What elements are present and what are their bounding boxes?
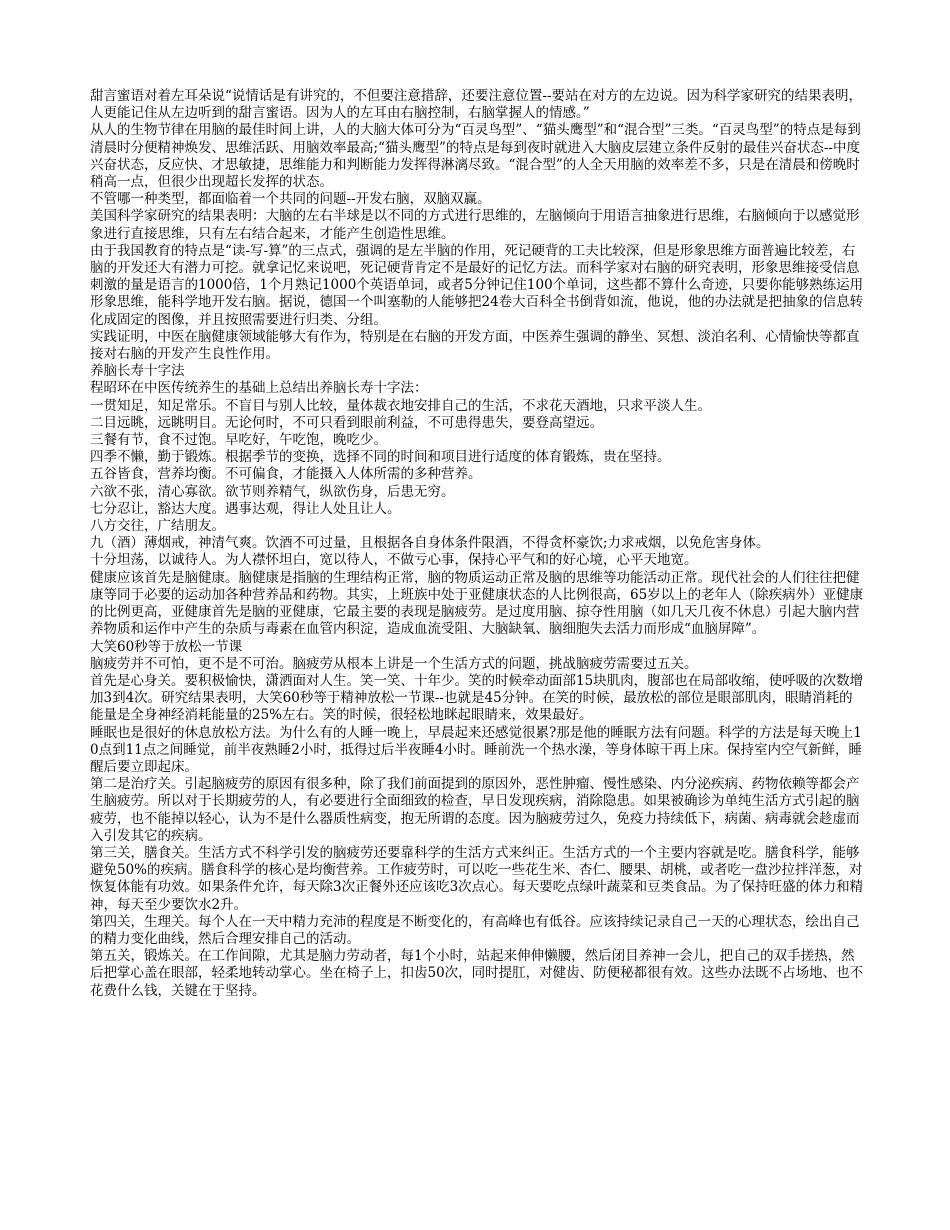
- paragraph: 第三关，膳食关。生活方式不科学引发的脑疲劳还要靠科学的生活方式来纠正。生活方式的一个主要内容就是吃。膳食科学，能够避免50%的疾病。膳食科学的核心是均衡营养。工作疲劳时，可以吃一些花生米、杏仁、腰果、胡桃，或者吃一盘沙拉拌洋葱，对恢复体能有功效。如果条件允许，每天除3次正餐外还应该吃3次点心。每天要吃点绿叶蔬菜和豆类食品。为了保持旺盛的体力和精神，每天至少要饮水2升。: [90, 844, 864, 913]
- paragraph: 美国科学家研究的结果表明：大脑的左右半球是以不同的方式进行思维的，左脑倾向于用语言抽象进行思维，右脑倾向于以感觉形象进行直接思维，只有左右结合起来，才能产生创造性思维。: [90, 208, 860, 242]
- list-item: 七分忍让，豁达大度。遇事达观，得让人处且让人。: [90, 500, 401, 517]
- list-item: 八方交往，广结朋友。: [90, 518, 225, 535]
- paragraph: 健康应该首先是脑健康。脑健康是指脑的生理结构正常，脑的物质运动正常及脑的思维等功能活动正常。现代社会的人们往往把健康等同于必要的运动加各种营养品和药物。其实，上班族中处于亚健康状态的人比例很高，65岁以上的老年人（除疾病外）亚健康的比例更高，亚健康首先是脑的亚健康，它最主要的表现是脑疲劳。是过度用脑、掠夺性用脑（如几天几夜不休息）引起大脑内营养物质和运作中产生的杂质与毒素在血管内积淀，造成血流受阻、大脑缺氧、脑细胞失去活力而形成“血脑屏障”。: [90, 569, 864, 638]
- paragraph: 程昭环在中医传统养生的基础上总结出养脑长寿十字法：: [90, 380, 428, 397]
- paragraph: 第二是治疗关。引起脑疲劳的原因有很多种，除了我们前面提到的原因外，恶性肿瘤、慢性感染、内分泌疾病、药物依赖等都会产生脑疲劳。所以对于长期疲劳的人，有必要进行全面细致的检查，早日发现疾病，消除隐患。如果被确诊为单纯生活方式引起的脑疲劳，也不能掉以轻心，认为不是什么器质性病变，抱无所谓的态度。因为脑疲劳过久，免疫力持续低下，病菌、病毒就会趁虚而入引发其它的疾病。: [90, 776, 860, 844]
- document-body: [90, 88, 865, 1000]
- list-item: 一贯知足，知足常乐。不盲目与别人比较，量体裁衣地安排自己的生活，不求花天酒地，只求平淡人生。: [90, 397, 711, 414]
- list-item: 三餐有节，食不过饱。早吃好，午吃饱，晚吃少。: [90, 432, 387, 449]
- paragraph: 甜言蜜语对着左耳朵说“说情话是有讲究的，不但要注意措辞，还要注意位置--要站在对方的左边说。因为科学家研究的结果表明，人更能记住从左边听到的甜言蜜语。因为人的左耳由右脑控制，右脑掌握人的情感。”: [90, 88, 863, 122]
- paragraph: 睡眠也是很好的休息放松方法。为什么有的人睡一晚上，早晨起来还感觉很累?那是他的睡眠方法有问题。科学的方法是每天晚上10点到11点之间睡觉，前半夜熟睡2小时，抵得过后半夜睡4小时。睡前洗一个热水澡，等身体晾干再上床。保持室内空气新鲜，睡醒后要立即起床。: [90, 724, 862, 775]
- paragraph: 首先是心身关。要积极愉快，潇洒面对人生。笑一笑、十年少。笑的时候牵动面部15块肌肉，腹部也在局部收缩，使呼吸的次数增加3到4次。研究结果表明，大笑60秒等于精神放松一节课--也就是45分钟。在笑的时候，最放松的部位是眼部肌肉，眼睛消耗的能量是全身神经消耗能量的25%左右。笑的时候，很轻松地眯起眼睛来，效果最好。: [90, 672, 864, 724]
- list-item: 十分坦荡，以诚待人。为人襟怀坦白，宽以待人，不做亏心事，保持心平气和的好心境，心平天地宽。: [90, 552, 698, 569]
- section-heading: 养脑长寿十字法: [90, 363, 185, 380]
- list-item: 四季不懒，勤于锻炼。根据季节的变换，选择不同的时间和项目进行适度的体育锻炼，贵在坚持。: [90, 449, 671, 466]
- section-heading: 大笑60秒等于放松一节课: [90, 638, 243, 655]
- paragraph: 不管哪一种类型，都面临着一个共同的问题--开发右脑，双脑双赢。: [90, 191, 491, 208]
- paragraph: 实践证明，中医在脑健康领域能够大有作为，特别是在右脑的开发方面，中医养生强调的静坐、冥想、淡泊名利、心情愉快等都直接对右脑的开发产生良性作用。: [90, 328, 860, 363]
- list-item: 九（酒）薄烟戒，神清气爽。饮酒不可过量，且根据各自身体条件限酒，不得贪杯豪饮;力求戒烟，以免危害身体。: [90, 535, 770, 552]
- list-item: 六欲不张，清心寡欲。欲节则养精气，纵欲伤身，后患无穷。: [90, 483, 455, 500]
- paragraph: 第五关，锻炼关。在工作间隙，尤其是脑力劳动者，每1个小时，站起来伸伸懒腰，然后闭目养神一会儿，把自己的双手搓热，然后把掌心盖在眼部，轻柔地转动掌心。坐在椅子上，扣齿50次，同时提肛，对健齿、防便秘都很有效。这些办法既不占场地、也不花费什么钱，关键在于坚持。: [90, 948, 864, 999]
- paragraph: 第四关，生理关。每个人在一天中精力充沛的程度是不断变化的，有高峰也有低谷。应该持续记录自己一天的心理状态，绘出自己的精力变化曲线，然后合理安排自己的活动。: [90, 913, 860, 947]
- paragraph: 脑疲劳并不可怕，更不是不可治。脑疲劳从根本上讲是一个生活方式的问题，挑战脑疲劳需要过五关。: [90, 655, 698, 672]
- paragraph: 从人的生物节律在用脑的最佳时间上讲，人的大脑大体可分为“百灵鸟型”、“猫头鹰型”和“混合型”三类。“百灵鸟型”的特点是每到清晨时分便精神焕发、思维活跃、用脑效率最高;“猫头鹰型”的特点是每到夜时就进入大脑皮层建立条件反射的最佳兴奋状态--中度兴奋状态，反应快、才思敏捷，思维能力和判断能力发挥得淋漓尽致。“混合型”的人全天用脑的效率差不多，只是在清晨和傍晚时稍高一点，但很少出现超长发挥的状态。: [90, 122, 861, 191]
- list-item: 五谷皆食，营养均衡。不可偏食，才能摄入人体所需的多种营养。: [90, 466, 482, 483]
- list-item: 二目远眺，远眺明目。无论何时，不可只看到眼前利益，不可患得患失，要登高望远。: [90, 414, 603, 431]
- paragraph: 由于我国教育的特点是“读-写-算”的三点式，强调的是左半脑的作用，死记硬背的工夫比较深，但是形象思维方面普遍比较差，右脑的开发还大有潜力可挖。就拿记忆来说吧，死记硬背肯定不是最好的记忆方法。而科学家对右脑的研究表明，形象思维接受信息刺激的量是语言的1000倍，1个月熟记1000个英语单词，或者5分钟记住100个单词，这些都不算什么奇迹，只要你能够熟练运用形象思维，能科学地开发右脑。据说，德国一个叫塞勒的人能够把24卷大百科全书倒背如流，他说，他的办法就是把抽象的信息转化成固定的图像，并且按照需要进行归类、分组。: [90, 242, 864, 328]
